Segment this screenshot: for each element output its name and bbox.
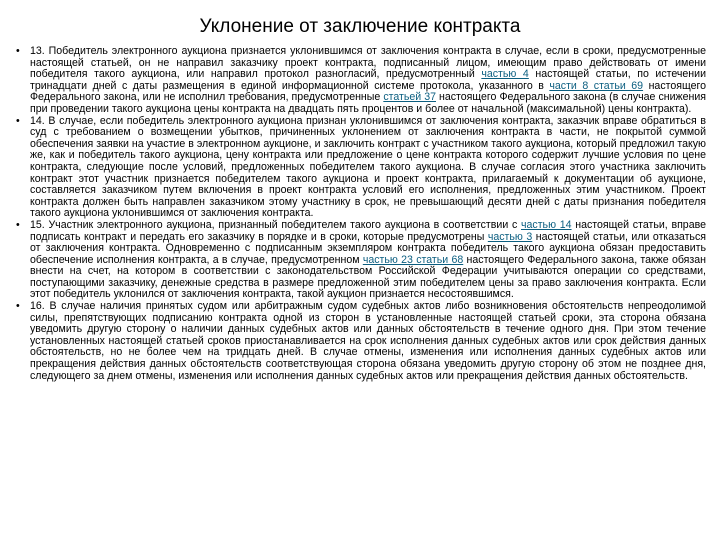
paragraph-segment: настоящей статьи, вправе подписать контракт и передать его заказчику в порядке и в сроки, которые предусмотрены bbox=[30, 218, 706, 243]
paragraph-segment: настоящего Федерального закона, также обязан внести на счет, на котором в соответствии с законодательством Российской Федерации учитываются операции со средствами, поступающими заказчику, денежные средства в размере предложенной этим победителем цены за право заключения контракта. Если этот победитель уклонился от заключения контракта, такой аукцион признается несостоявшимся. bbox=[30, 253, 707, 301]
bullet-dot: • bbox=[16, 114, 20, 127]
paragraph-text bbox=[30, 301, 706, 382]
law-reference-link[interactable]: частью 3 bbox=[487, 230, 533, 243]
bullet-dot: • bbox=[16, 218, 20, 231]
paragraph-segment: настоящего Федерального закона, или не исполнил требования, предусмотренные bbox=[30, 79, 706, 104]
list-item bbox=[16, 220, 706, 301]
paragraph-segment: 14. В случае, если победитель электронного аукциона признан уклонившимся от заключения контракта, заказчик вправе обратиться в суд с требованием о возмещении убытков, причиненных уклонением от заключения контракта в части, не покрытой суммой обеспечения заявки на участие в электронном аукционе, и заключить контракт с участником такого аукциона, который предложил такую же, как и победитель такого аукциона, цену контракта или предложение о цене контракта которого содержит лучшие условия по цене контракта, следующие после условий, предложенных победителем такого аукциона. В случае согласия этого участника заключить контракт этот участник признается победителем такого аукциона и проект контракта, прилагаемый к документации об аукционе, составляется заказчиком путем включения в проект контракта условий его исполнения, предложенных этим участником. Проект контракта должен быть направлен заказчиком этому участнику в срок, не превышающий десяти дней с даты признания победителя такого аукциона уклонившимся от заключения контракта. bbox=[30, 114, 706, 220]
list-item bbox=[16, 46, 706, 116]
paragraph-segment: 16. В случае наличия принятых судом или арбитражным судом судебных актов либо возникновения обстоятельств непреодолимой силы, препятствующих подписанию контракта одной из сторон в установленные настоящей статьей сроки, эта сторона обязана уведомить другую сторону о наличии данных судебных актов или данных обстоятельств в течение одного дня. При этом течение установленных настоящей статьей сроков приостанавливается на срок исполнения данных судебных актов или срок действия данных обстоятельств, но не более чем на тридцать дней. В случае отмены, изменения или исполнения данных судебных актов или прекращения действия данных обстоятельств соответствующая сторона обязана уведомить другую сторону об этом не позднее дня, следующего за днем отмены, изменения или исполнения данных судебных актов или прекращения действия данных обстоятельств. bbox=[30, 300, 706, 382]
paragraph-text bbox=[30, 46, 706, 116]
law-reference-link[interactable]: частью 23 статьи 68 bbox=[362, 253, 464, 266]
paragraph-segment: 13. Победитель электронного аукциона признается уклонившимся от заключения контракта в случае, если в сроки, предусмотренные настоящей статьей, он не направил заказчику проект контракта, подписанный лицом, имеющим право действовать от имени победителя такого аукциона, или направил протокол разногласий, предусмотренный bbox=[30, 45, 706, 81]
paragraph-segment: настоящей статьи, или отказаться от заключения контракта. Одновременно с подписанным экземпляром контракта победитель такого аукциона обязан предоставить обеспечение исполнения контракта, а в случае, предусмотренном bbox=[30, 230, 706, 266]
list-item bbox=[16, 116, 706, 220]
bullet-dot: • bbox=[16, 300, 20, 313]
list-item bbox=[16, 301, 706, 382]
slide-title: Уклонение от заключение контракта bbox=[199, 16, 521, 37]
bullet-list bbox=[16, 46, 706, 382]
law-reference-link[interactable]: частью 4 bbox=[481, 68, 529, 81]
paragraph-segment: настоящей статьи, по истечении тринадцати дней с даты размещения в единой информационной системе протокола, указанного в bbox=[30, 68, 706, 92]
paragraph-segment: 15. Участник электронного аукциона, признанный победителем такого аукциона в соответствии с bbox=[30, 218, 521, 231]
paragraph-text bbox=[30, 220, 706, 301]
law-reference-link[interactable]: статьей 37 bbox=[383, 91, 436, 104]
law-reference-link[interactable]: частью 14 bbox=[521, 218, 572, 231]
paragraph-text bbox=[30, 116, 706, 220]
law-reference-link[interactable]: части 8 статьи 69 bbox=[549, 79, 644, 92]
bullet-dot: • bbox=[16, 45, 20, 57]
paragraph-segment: настоящего Федерального закона (в случае снижения при проведении такого аукциона цены контракта на двадцать пять процентов и более от начальной (максимальной) цены контракта). bbox=[30, 91, 706, 115]
